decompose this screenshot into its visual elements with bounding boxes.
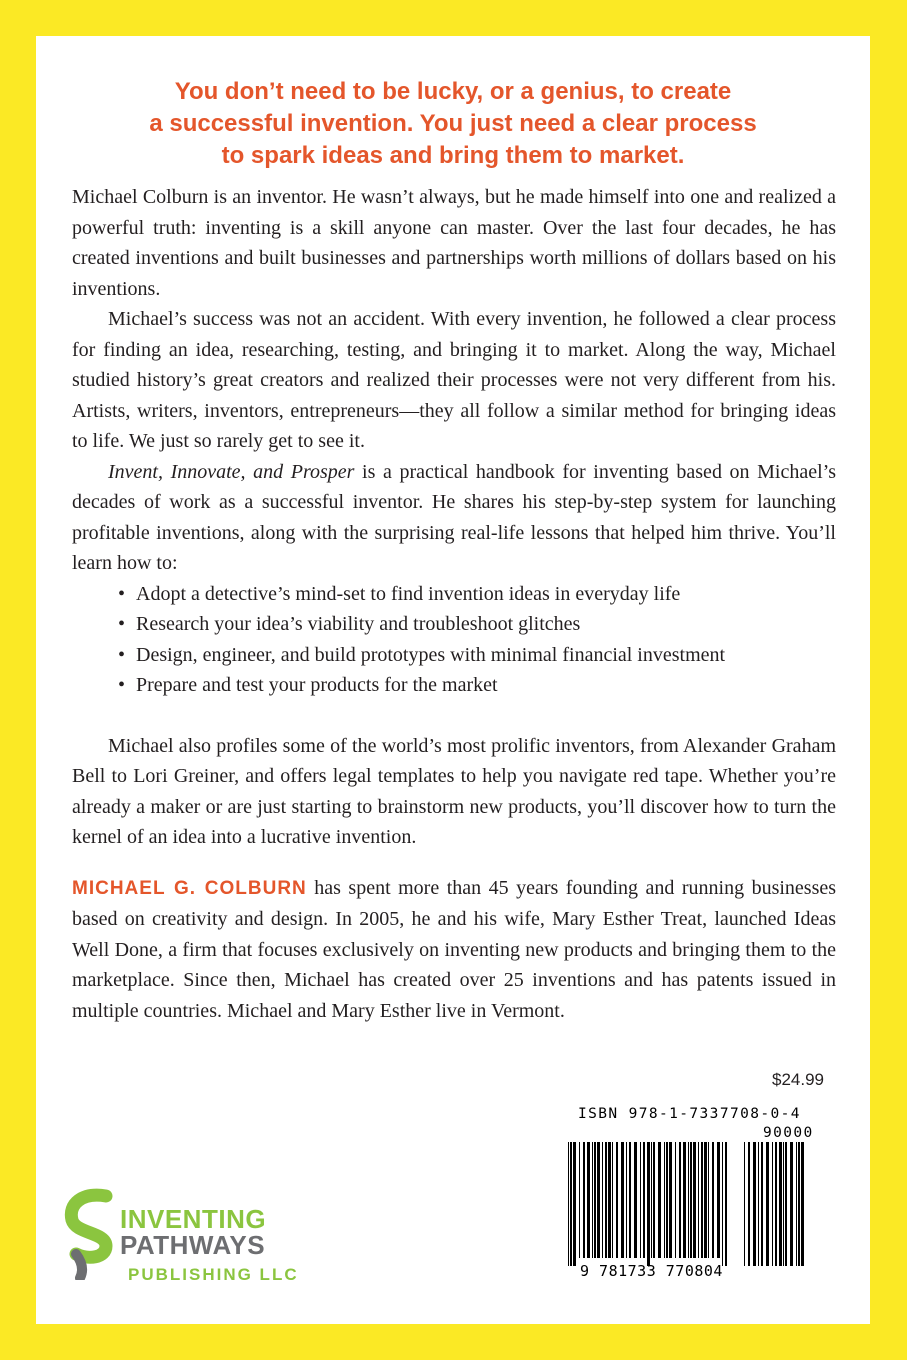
barcode-bar bbox=[698, 1142, 699, 1258]
barcode-bar bbox=[675, 1142, 676, 1258]
barcode-bar bbox=[573, 1142, 576, 1266]
barcode-bar bbox=[570, 1142, 572, 1266]
barcode-digits: 9 781733 770804 bbox=[580, 1262, 723, 1280]
bullet-icon: • bbox=[118, 582, 126, 605]
barcode-bar bbox=[621, 1142, 624, 1258]
barcode-bar bbox=[634, 1142, 637, 1258]
isbn-addon: 90000 bbox=[763, 1125, 814, 1141]
barcode-bar bbox=[683, 1142, 686, 1258]
barcode-bar bbox=[766, 1142, 769, 1266]
bullet-icon: • bbox=[118, 674, 126, 696]
barcode-bar bbox=[725, 1142, 727, 1266]
barcode-bar bbox=[704, 1142, 707, 1258]
barcode-bar bbox=[653, 1142, 655, 1258]
barcode-bar bbox=[605, 1142, 607, 1258]
barcode-bar bbox=[608, 1142, 611, 1258]
barcode-bar bbox=[647, 1142, 650, 1266]
author-bio bbox=[72, 873, 836, 1027]
list-item bbox=[118, 670, 836, 701]
bullet-icon: • bbox=[118, 613, 126, 635]
barcode-bar bbox=[701, 1142, 703, 1258]
barcode-bar bbox=[669, 1142, 672, 1258]
barcode-bar bbox=[612, 1142, 613, 1258]
bullet-icon: • bbox=[118, 643, 126, 666]
barcode-bar bbox=[587, 1142, 590, 1258]
barcode-bar bbox=[666, 1142, 668, 1258]
barcode-bar bbox=[785, 1142, 787, 1266]
barcode-bar bbox=[798, 1142, 800, 1266]
list-item-text: Adopt a detective’s mind-set to find invention ideas in everyday life bbox=[136, 582, 681, 605]
barcode-bar bbox=[712, 1142, 714, 1258]
barcode-bar bbox=[779, 1142, 782, 1266]
list-item-text: Prepare and test your products for the market bbox=[136, 674, 498, 696]
tagline-line: You don’t need to be lucky, or a genius, to create bbox=[174, 78, 732, 105]
tagline-line: to spark ideas and bring them to market. bbox=[221, 142, 685, 169]
barcode-bar bbox=[664, 1142, 665, 1258]
barcode-bar bbox=[658, 1142, 661, 1258]
barcode-bar bbox=[626, 1142, 627, 1258]
barcode-bar bbox=[629, 1142, 631, 1258]
barcode-bar bbox=[579, 1142, 580, 1258]
barcode-bar bbox=[592, 1142, 593, 1258]
barcode-bar bbox=[758, 1142, 759, 1266]
barcode-bar bbox=[597, 1142, 600, 1258]
barcode-bar bbox=[568, 1142, 569, 1266]
back-cover-panel bbox=[36, 36, 870, 1324]
list-item bbox=[118, 609, 836, 640]
barcode-bar bbox=[744, 1142, 745, 1266]
barcode-icon bbox=[566, 1142, 806, 1266]
barcode-bar bbox=[602, 1142, 603, 1258]
tagline-line: a successful invention. You just need a clear process bbox=[149, 110, 757, 137]
learning-list bbox=[72, 579, 836, 701]
barcode-bar bbox=[594, 1142, 596, 1258]
barcode-bar bbox=[679, 1142, 681, 1258]
barcode-bar bbox=[640, 1142, 641, 1258]
barcode-bar bbox=[651, 1142, 652, 1258]
price: $24.99 bbox=[772, 1070, 824, 1089]
list-item-text: Research your idea’s viability and troubleshoot glitches bbox=[136, 613, 581, 635]
barcode-bar bbox=[783, 1142, 784, 1266]
isbn-label: ISBN 978-1-7337708-0-4 bbox=[578, 1106, 801, 1122]
barcode-bar bbox=[772, 1142, 773, 1266]
tagline bbox=[36, 76, 870, 172]
book-title: Invent, Innovate, and Prosper bbox=[108, 460, 355, 483]
list-item bbox=[118, 579, 836, 610]
pathway-s-logo-icon bbox=[62, 1188, 120, 1280]
barcode-bar bbox=[616, 1142, 618, 1258]
author-bio-text: has spent more than 45 years founding and running businesses based on creativity and design. In 2005, he and his wife, Mary Esther Treat, launched Ideas Well Done, a firm that focuses exclusively on inventing new products and bringing them to the marketplace. Since then, Michael has created over 25 inventions and has patents issued in multiple countries. Michael and Mary Esther live in Vermont. bbox=[72, 876, 837, 1022]
publisher-name-line3: PUBLISHING LLC bbox=[128, 1265, 299, 1284]
profiles-paragraph: Michael also profiles some of the world’s most prolific inventors, from Alexander Graham Bell to Lori Greiner, and offers legal templates to help you navigate red tape. Whether you’re already a maker or are just starting to brainstorm new products, you’ll discover how to turn the kernel of an idea into a lucrative invention. bbox=[72, 734, 836, 848]
publisher-name-line2: PATHWAYS bbox=[120, 1230, 266, 1260]
barcode-bar bbox=[775, 1142, 777, 1266]
author-name: MICHAEL G. COLBURN bbox=[72, 877, 307, 899]
description bbox=[72, 182, 836, 1026]
barcode-bar bbox=[753, 1142, 756, 1266]
list-item bbox=[118, 640, 836, 671]
handbook-text: is a practical handbook for inventing based on Michael’s decades of work as a successful inventor. He shares his step-by-step system for launching profitable inventions, along with the surprising real-life lessons that helped him thrive. You’ll learn how to: bbox=[72, 460, 836, 574]
barcode-bar bbox=[693, 1142, 696, 1258]
barcode-bar bbox=[690, 1142, 692, 1258]
barcode-bar bbox=[583, 1142, 585, 1258]
barcode-bar bbox=[717, 1142, 720, 1258]
barcode-bar bbox=[643, 1142, 645, 1258]
barcode-bar bbox=[748, 1142, 750, 1266]
barcode-bar bbox=[722, 1142, 723, 1266]
barcode-bar bbox=[708, 1142, 709, 1258]
barcode-bar bbox=[761, 1142, 763, 1266]
barcode-bar bbox=[801, 1142, 804, 1266]
intro-paragraph: Michael Colburn is an inventor. He wasn’t always, but he made himself into one and realized a powerful truth: inventing is a skill anyone can master. Over the last four decades, he has created inventions and built businesses and partnerships worth millions of dollars based on his inventions. bbox=[72, 186, 836, 300]
handbook-paragraph bbox=[72, 457, 836, 579]
publisher-name-line1: INVENTING bbox=[120, 1204, 267, 1234]
list-item-text: Design, engineer, and build prototypes with minimal financial investment bbox=[136, 643, 726, 666]
barcode-bar bbox=[790, 1142, 793, 1266]
barcode-bar bbox=[688, 1142, 689, 1258]
barcode-bar bbox=[796, 1142, 797, 1266]
success-paragraph: Michael’s success was not an accident. With every invention, he followed a clear process for finding an idea, researching, testing, and bringing it to market. Along the way, Michael studied history’s great creators and realized their processes were not very different from his. Artists, writers, inventors, entrepreneurs—they all follow a similar method for bringing ideas to life. We just so rarely get to see it. bbox=[72, 308, 836, 452]
